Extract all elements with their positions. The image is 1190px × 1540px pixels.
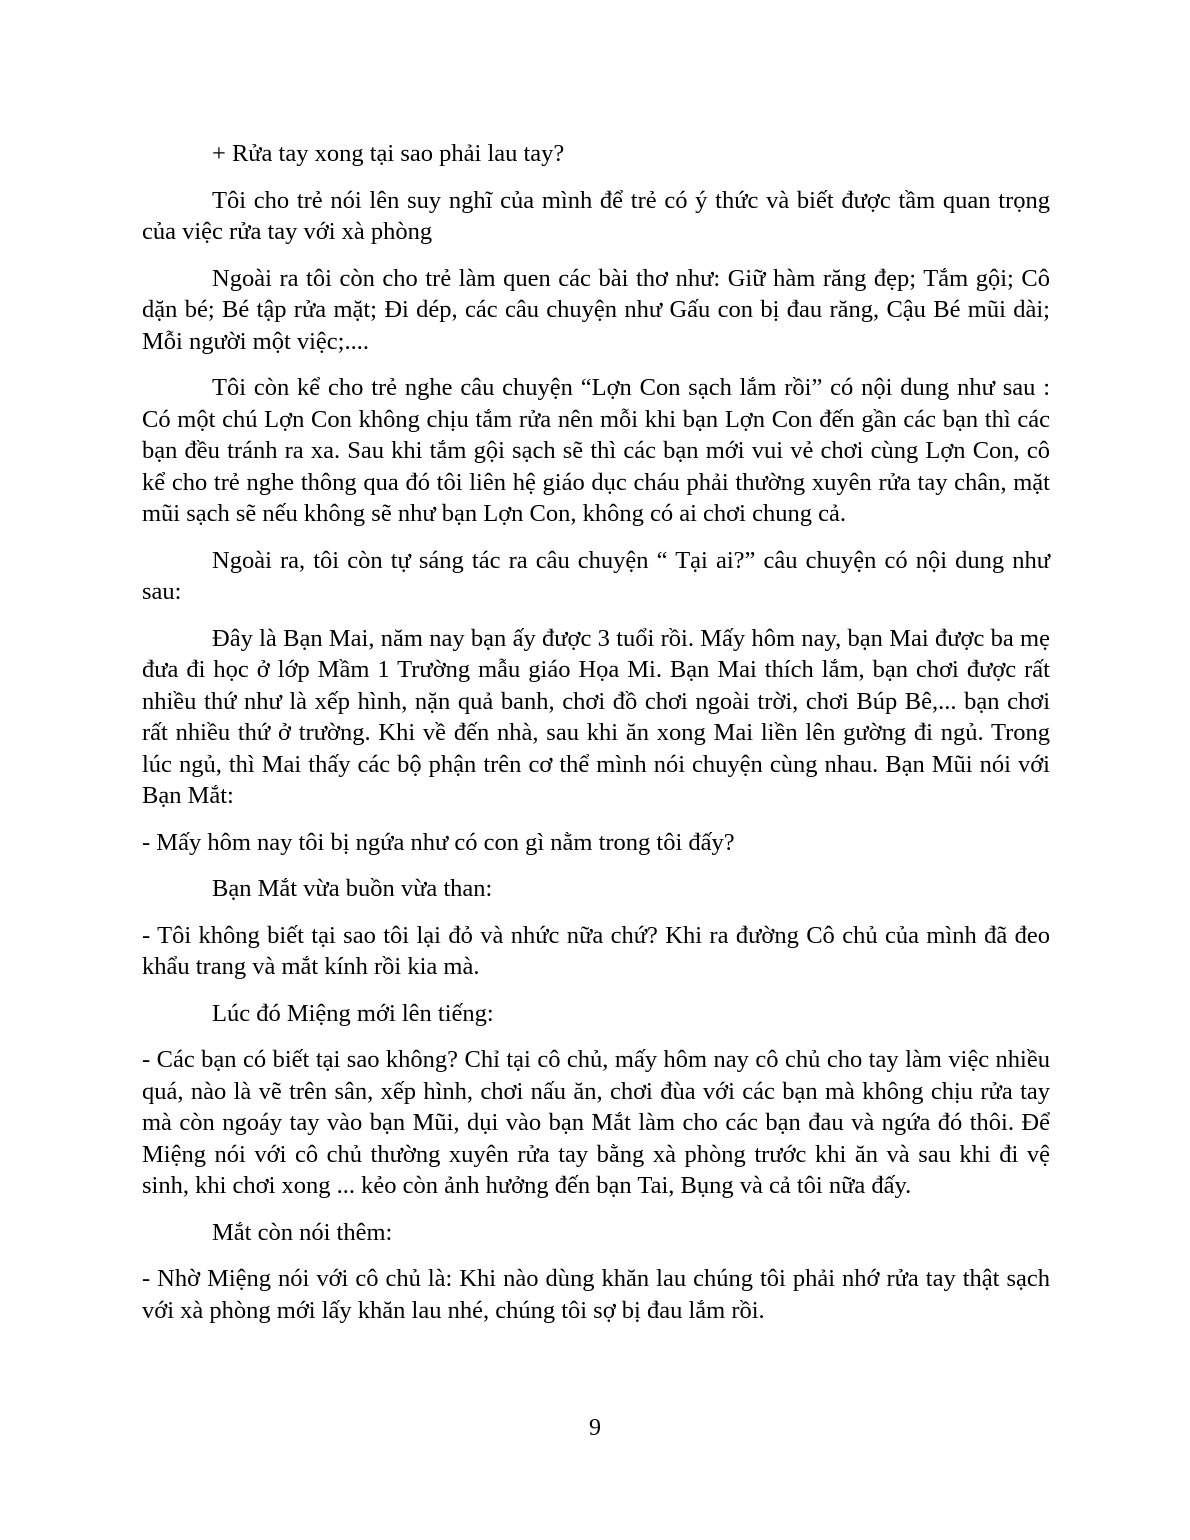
paragraph: + Rửa tay xong tại sao phải lau tay? xyxy=(212,140,565,167)
dialogue-line: - Tôi không biết tại sao tôi lại đỏ và nhức nữa chứ? Khi ra đường Cô chủ của mình đã đeo khẩu trang và mắt kính rồi kia mà. xyxy=(142,921,1050,980)
document-body xyxy=(142,138,1050,1341)
paragraph: Tôi cho trẻ nói lên suy nghĩ của mình để trẻ có ý thức và biết được tầm quan trọng của việc rửa tay với xà phòng xyxy=(142,186,1050,245)
paragraph: Mắt còn nói thêm: xyxy=(212,1218,393,1246)
paragraph: Bạn Mắt vừa buồn vừa than: xyxy=(212,875,493,902)
dialogue-line: - Nhờ Miệng nói với cô chủ là: Khi nào dùng khăn lau chúng tôi phải nhớ rửa tay thật sạch với xà phòng mới lấy khăn lau nhé, chúng tôi sợ bị đau lắm rồi. xyxy=(142,1265,1050,1324)
paragraph: Tôi còn kể cho trẻ nghe câu chuyện “Lợn Con sạch lắm rồi” có nội dung như sau : Có một chú Lợn Con không chịu tắm rửa nên mỗi khi bạn Lợn Con đến gần các bạn thì các bạn đều tránh ra xa. Sau khi tắm gội sạch sẽ thì các bạn mới vui vẻ chơi cùng Lợn Con, cô kể cho trẻ nghe thông qua đó tôi liên hệ giáo dục cháu phải thường xuyên rửa tay chân, mặt mũi sạch sẽ nếu không sẽ như bạn Lợn Con, không có ai chơi chung cả. xyxy=(142,374,1050,527)
page-number: 9 xyxy=(589,1415,601,1441)
dialogue-line: - Các bạn có biết tại sao không? Chỉ tại cô chủ, mấy hôm nay cô chủ cho tay làm việc nhiều quá, nào là vẽ trên sân, xếp hình, chơi nấu ăn, chơi đùa với các bạn mà không chịu rửa tay mà còn ngoáy tay vào bạn Mũi, dụi vào bạn Mắt làm cho các bạn đau và ngứa đó thôi. Để Miệng nói với cô chủ thường xuyên rửa tay bằng xà phòng trước khi ăn và sau khi đi vệ sinh, khi chơi xong ... kẻo còn ảnh hưởng đến bạn Tai, Bụng và cả tôi nữa đấy. xyxy=(142,1046,1050,1199)
dialogue-line: - Mấy hôm nay tôi bị ngứa như có con gì nằm trong tôi đấy? xyxy=(142,828,735,856)
paragraph: Ngoài ra, tôi còn tự sáng tác ra câu chuyện “ Tại ai?” câu chuyện có nội dung như sau: xyxy=(142,546,1050,605)
paragraph: Ngoài ra tôi còn cho trẻ làm quen các bài thơ như: Giữ hàm răng đẹp; Tắm gội; Cô dặn bé; Bé tập rửa mặt; Đi dép, các câu chuyện như Gấu con bị đau răng, Cậu Bé mũi dài; Mỗi người một việc;.... xyxy=(142,264,1050,355)
paragraph: Lúc đó Miệng mới lên tiếng: xyxy=(212,999,494,1027)
paragraph: Đây là Bạn Mai, năm nay bạn ấy được 3 tuổi rồi. Mấy hôm nay, bạn Mai được ba mẹ đưa đi học ở lớp Mầm 1 Trường mẫu giáo Họa Mi. Bạn Mai thích lắm, bạn chơi được rất nhiều thứ như là xếp hình, nặn quả banh, chơi đồ chơi ngoài trời, chơi Búp Bê,... bạn chơi rất nhiều thứ ở trường. Khi về đến nhà, sau khi ăn xong Mai liền lên gường đi ngủ. Trong lúc ngủ, thì Mai thấy các bộ phận trên cơ thể mình nói chuyện cùng nhau. Bạn Mũi nói với Bạn Mắt: xyxy=(142,624,1050,809)
